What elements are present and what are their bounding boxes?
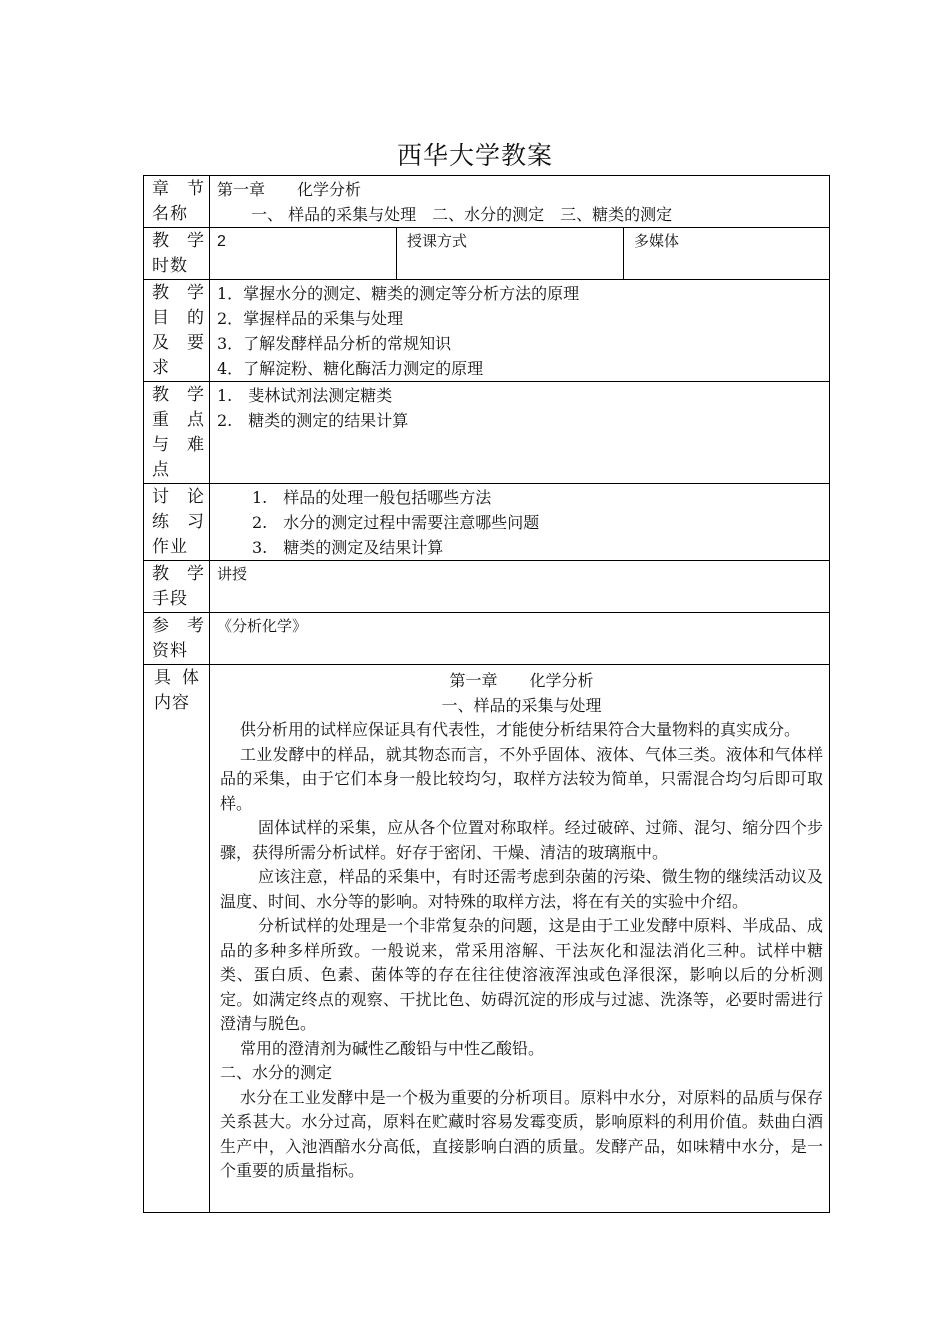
objectives-cell: [210, 280, 830, 382]
paragraph: 供分析用的试样应保证具有代表性，才能使分析结果符合大量物料的真实成分。: [240, 720, 801, 739]
method-label: 授课方式: [397, 228, 624, 280]
paragraph: 固体试样的采集，应从各个位置对称取样。经过破碎、过筛、混匀、缩分四个步骤，获得所需分析试样。好存于密闭、干燥、清洁的玻璃瓶中。: [220, 818, 824, 862]
row-references: [144, 613, 830, 665]
discussion-cell: [210, 484, 830, 561]
label-hours: 教 学 时数: [144, 228, 210, 280]
paragraph: 常用的澄清剂为碱性乙酸铅与中性乙酸铅。: [240, 1038, 545, 1058]
list-item: 3. 糖类的测定及结果计算: [252, 538, 444, 557]
list-item: 4．了解淀粉、糖化酶活力测定的原理: [217, 359, 484, 378]
paragraph: 水分在工业发酵中是一个极为重要的分析项目。原料中水分，对原料的品质与保存关系甚大。水分过高，原料在贮藏时容易发霉变质，影响原料的利用价值。麸曲白酒生产中，入池酒醅水分高低，直接影响白酒的质量。发酵产品，如味精中水分，是一个重要的质量指标。: [220, 1087, 824, 1180]
row-objectives: [144, 280, 830, 382]
content-heading: 第一章 化学分析: [449, 671, 594, 690]
list-item: 1．掌握水分的测定、糖类的测定等分析方法的原理: [217, 284, 580, 303]
method-value: 多媒体: [624, 228, 830, 280]
row-means: [144, 561, 830, 613]
label-discussion: 讨 论 练 习 作业: [144, 484, 210, 561]
chapter-title: 第一章 化学分析: [217, 180, 362, 199]
chapter-sections: 一、 样品的采集与处理 二、水分的测定 三、糖类的测定: [251, 205, 673, 224]
label-key-points: 教 学 重 点 与 难 点: [144, 382, 210, 484]
content-cell: [210, 665, 830, 1213]
label-content: 具 体 内容: [144, 665, 210, 1213]
lesson-plan-table: [143, 175, 830, 1213]
list-item: 2. 糖类的测定的结果计算: [217, 411, 409, 430]
list-item: 3．了解发酵样品分析的常规知识: [217, 334, 452, 353]
row-key-points: [144, 382, 830, 484]
section-heading: 二、水分的测定: [220, 1063, 333, 1082]
paragraph: 工业发酵中的样品，就其物态而言，不外乎固体、液体、气体三类。液体和气体样品的采集，由于它们本身一般比较均匀，取样方法较为简单，只需混合均匀后即可取样。: [220, 744, 824, 813]
label-objectives: 教 学 目 的 及 要 求: [144, 280, 210, 382]
paragraph: 分析试样的处理是一个非常复杂的问题，这是由于工业发酵中原料、半成品、成品的多种多样所致。一般说来，常采用溶解、干法灰化和湿法消化三种。试样中糖类、蛋白质、色素、菌体等的存在往往使溶液浑浊或色泽很深，影响以后的分析测定。如满定终点的观察、干扰比色、妨碍沉淀的形成与过滤、洗涤等，必要时需进行澄清与脱色。: [220, 916, 824, 1033]
hours-value: 2: [210, 228, 397, 280]
row-discussion: [144, 484, 830, 561]
page-title: 西华大学教案: [396, 141, 553, 170]
paragraph: 应该注意，样品的采集中，有时还需考虑到杂菌的污染、微生物的继续活动议及温度、时间、水分等的影响。对特殊的取样方法，将在有关的实验中介绍。: [220, 867, 824, 911]
list-item: 2. 水分的测定过程中需要注意哪些问题: [252, 513, 540, 532]
label-means: 教 学 手段: [144, 561, 210, 613]
chapter-cell: [210, 176, 830, 228]
key-points-cell: [210, 382, 830, 484]
row-hours: [144, 228, 830, 280]
row-chapter: [144, 176, 830, 228]
means-value: 讲授: [210, 561, 830, 613]
content-subheading: 一、样品的采集与处理: [441, 695, 602, 715]
label-chapter: 章 节 名称: [144, 176, 210, 228]
row-content: [144, 665, 830, 1213]
list-item: 1. 样品的处理一般包括哪些方法: [252, 488, 492, 507]
references-value: 《分析化学》: [210, 613, 830, 665]
label-references: 参 考 资料: [144, 613, 210, 665]
list-item: 2．掌握样品的采集与处理: [217, 309, 404, 328]
list-item: 1. 斐林试剂法测定糖类: [217, 386, 393, 405]
